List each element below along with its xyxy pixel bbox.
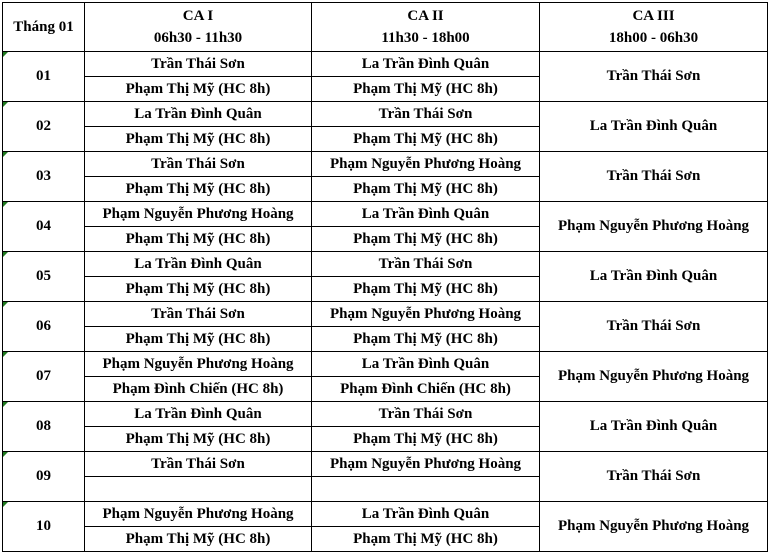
shift-1-secondary: Phạm Thị Mỹ (HC 8h) — [85, 277, 312, 302]
day-row-top — [3, 52, 768, 77]
shift-1-primary: Trần Thái Sơn — [85, 152, 312, 177]
day-row-top — [3, 402, 768, 427]
day-cell: 07 — [3, 352, 85, 402]
shift-3-staff: La Trần Đình Quân — [540, 252, 768, 302]
day-cell: 08 — [3, 402, 85, 452]
roster-body — [3, 52, 768, 552]
shift-1-header — [85, 3, 312, 52]
shift-2-secondary: Phạm Đình Chiến (HC 8h) — [312, 377, 540, 402]
shift-2-primary: La Trần Đình Quân — [312, 502, 540, 527]
shift-3-staff: La Trần Đình Quân — [540, 102, 768, 152]
shift-2-secondary: Phạm Thị Mỹ (HC 8h) — [312, 77, 540, 102]
day-cell: 02 — [3, 102, 85, 152]
shift-1-primary: Trần Thái Sơn — [85, 52, 312, 77]
day-row-top — [3, 302, 768, 327]
shift-1-secondary — [85, 477, 312, 502]
day-row-top — [3, 352, 768, 377]
shift-1-secondary: Phạm Thị Mỹ (HC 8h) — [85, 327, 312, 352]
shift-1-primary: Phạm Nguyễn Phương Hoàng — [85, 352, 312, 377]
shift-2-primary: La Trần Đình Quân — [312, 352, 540, 377]
shift-2-primary: Phạm Nguyễn Phương Hoàng — [312, 302, 540, 327]
day-cell: 04 — [3, 202, 85, 252]
shift-1-secondary: Phạm Thị Mỹ (HC 8h) — [85, 427, 312, 452]
shift-3-staff: Phạm Nguyễn Phương Hoàng — [540, 202, 768, 252]
day-row-top — [3, 452, 768, 477]
shift-1-secondary: Phạm Thị Mỹ (HC 8h) — [85, 127, 312, 152]
day-cell: 01 — [3, 52, 85, 102]
shift-2-secondary — [312, 477, 540, 502]
shift-3-header — [540, 3, 768, 52]
shift-2-name: CA II — [407, 8, 444, 24]
shift-2-primary: Phạm Nguyễn Phương Hoàng — [312, 452, 540, 477]
shift-1-primary: Trần Thái Sơn — [85, 452, 312, 477]
shift-1-name: CA I — [182, 8, 214, 24]
month-header: Tháng 01 — [3, 3, 85, 52]
shift-2-secondary: Phạm Thị Mỹ (HC 8h) — [312, 327, 540, 352]
shift-3-staff: Phạm Nguyễn Phương Hoàng — [540, 352, 768, 402]
shift-2-secondary: Phạm Thị Mỹ (HC 8h) — [312, 227, 540, 252]
day-row-top — [3, 502, 768, 527]
shift-2-secondary: Phạm Thị Mỹ (HC 8h) — [312, 427, 540, 452]
shift-2-primary: La Trần Đình Quân — [312, 52, 540, 77]
shift-2-primary: Trần Thái Sơn — [312, 102, 540, 127]
shift-2-header — [312, 3, 540, 52]
shift-2-primary: Trần Thái Sơn — [312, 252, 540, 277]
day-row-top — [3, 102, 768, 127]
shift-1-secondary: Phạm Đình Chiến (HC 8h) — [85, 377, 312, 402]
shift-3-time: 18h00 - 06h30 — [608, 30, 699, 46]
shift-2-primary: Trần Thái Sơn — [312, 402, 540, 427]
shift-2-secondary: Phạm Thị Mỹ (HC 8h) — [312, 277, 540, 302]
day-cell: 03 — [3, 152, 85, 202]
shift-2-secondary: Phạm Thị Mỹ (HC 8h) — [312, 527, 540, 552]
shift-2-primary: Phạm Nguyễn Phương Hoàng — [312, 152, 540, 177]
shift-1-secondary: Phạm Thị Mỹ (HC 8h) — [85, 177, 312, 202]
shift-3-staff: Trần Thái Sơn — [540, 302, 768, 352]
shift-3-staff: Trần Thái Sơn — [540, 52, 768, 102]
header-row — [3, 3, 768, 52]
day-cell: 10 — [3, 502, 85, 552]
shift-3-staff: Phạm Nguyễn Phương Hoàng — [540, 502, 768, 552]
day-row-top — [3, 202, 768, 227]
shift-1-primary: La Trần Đình Quân — [85, 252, 312, 277]
shift-1-secondary: Phạm Thị Mỹ (HC 8h) — [85, 77, 312, 102]
shift-3-name: CA III — [632, 8, 675, 24]
shift-1-time: 06h30 - 11h30 — [153, 30, 243, 46]
shift-3-staff: Trần Thái Sơn — [540, 152, 768, 202]
shift-1-primary: La Trần Đình Quân — [85, 102, 312, 127]
shift-roster-table — [2, 2, 768, 552]
day-row-top — [3, 252, 768, 277]
shift-1-primary: La Trần Đình Quân — [85, 402, 312, 427]
shift-3-staff: La Trần Đình Quân — [540, 402, 768, 452]
shift-1-secondary: Phạm Thị Mỹ (HC 8h) — [85, 527, 312, 552]
shift-2-secondary: Phạm Thị Mỹ (HC 8h) — [312, 127, 540, 152]
day-cell: 09 — [3, 452, 85, 502]
shift-3-staff: Trần Thái Sơn — [540, 452, 768, 502]
shift-1-primary: Phạm Nguyễn Phương Hoàng — [85, 502, 312, 527]
shift-1-secondary: Phạm Thị Mỹ (HC 8h) — [85, 227, 312, 252]
shift-2-secondary: Phạm Thị Mỹ (HC 8h) — [312, 177, 540, 202]
shift-1-primary: Trần Thái Sơn — [85, 302, 312, 327]
day-cell: 05 — [3, 252, 85, 302]
day-row-top — [3, 152, 768, 177]
day-cell: 06 — [3, 302, 85, 352]
shift-2-primary: La Trần Đình Quân — [312, 202, 540, 227]
shift-1-primary: Phạm Nguyễn Phương Hoàng — [85, 202, 312, 227]
shift-2-time: 11h30 - 18h00 — [381, 30, 470, 46]
